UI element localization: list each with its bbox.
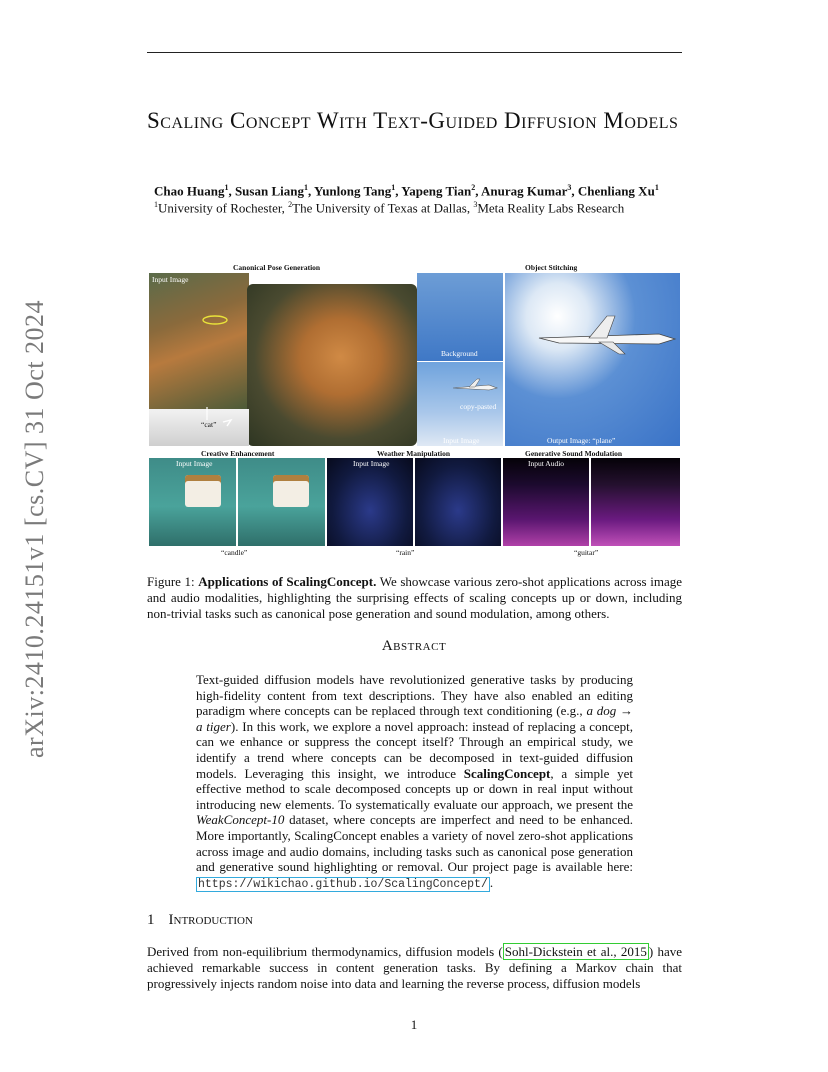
author: Chenliang Xu <box>577 183 655 199</box>
input-image-label: Input Image <box>152 275 189 284</box>
guitar-prompt: “guitar” <box>574 548 599 557</box>
top-rule <box>147 52 682 53</box>
section-title-object: Object Stitching <box>525 263 578 272</box>
page-number: 1 <box>410 1017 418 1032</box>
author: Susan Liang <box>234 183 304 199</box>
section-title-weather: Weather Manipulation <box>377 449 450 458</box>
section-title-creative: Creative Enhancement <box>201 449 275 458</box>
project-page-link[interactable]: https://wikichao.github.io/ScalingConcept/ <box>198 877 488 891</box>
plane-output-photo <box>505 273 680 446</box>
author-list: Chao Huang$^1$, Susan Liang$^1$, Yunlong Tang$^1$, Yapeng Tian$^2$, Anurag Kumar$^3$, Chenliang Xu$^1$ <box>154 183 659 199</box>
author: Yapeng Tian <box>401 183 472 199</box>
background-label: Background <box>441 349 478 358</box>
rain-prompt: “rain” <box>396 548 415 557</box>
figure-caption: Figure 1: Applications of ScalingConcept. We showcase various zero-shot applications across image and audio modalities, highlighting the surprising effects of scaling concepts up or down, including non-trivial tasks such as canonical pose generation and sound modulation, among others. <box>147 574 682 621</box>
candle-jar <box>185 475 221 507</box>
section-heading-introduction: 1 Introduction <box>147 912 253 928</box>
author: Anurag Kumar <box>481 183 568 199</box>
abstract-body: Text-guided diffusion models have revolutionized generative tasks by producing high-fidelity content from text descriptions. They have also enabled an editing paradigm where concepts can be replaced through text conditioning (e.g., a dog → a tiger). In this work, we explore a novel approach: instead of replacing a concept, can we enhance or suppress the concept itself? Through an empirical study, we identify a trend where concepts can be decomposed in text-guided diffusion models. Leveraging this insight, we introduce ScalingConcept, a simple yet effective method to scale decomposed concepts up or down in real input without introducing new elements. To systematically evaluate our approach, we present the WeakConcept-10 dataset, where concepts are imperfect and need to be enhanced. More importantly, ScalingConcept enables a variety of novel zero-shot applications across image and audio domains, including tasks such as canonical pose generation and generative sound highlighting or removal. Our project page is available here: https://wikichao.github.io/ScalingConcept/ . <box>196 672 633 891</box>
rain-input-photo <box>327 458 413 546</box>
rain-output-photo <box>415 458 501 546</box>
input-image-label-2: Input Image <box>443 436 480 445</box>
background-photo <box>417 273 503 361</box>
input-image-label-3: Input Image <box>176 459 213 468</box>
input-image-label-4: Input Image <box>353 459 390 468</box>
citation-link[interactable]: Sohl-Dickstein et al., 2015 <box>504 944 647 959</box>
candle-prompt: “candle” <box>221 548 248 557</box>
author: Yunlong Tang <box>314 183 392 199</box>
input-audio-label: Input Audio <box>528 459 565 468</box>
paper-title: Scaling Concept With Text-Guided Diffusion Models <box>147 108 679 133</box>
section-title-sound: Generative Sound Modulation <box>525 449 623 458</box>
affiliations: $^1$University of Rochester, $^2$The University of Texas at Dallas, $^3$Meta Reality Labs Research <box>154 200 625 216</box>
plane-icon <box>519 308 679 358</box>
figure-1 <box>149 262 680 557</box>
intro-paragraph: Derived from non-equilibrium thermodynamics, diffusion models ( Sohl-Dickstein et al., 2015 ) have achieved remarkable success in content generation tasks. By defining a Markov chain that progressively injects random noise into data and learning the reverse process, diffusion models <box>147 944 682 991</box>
author: Chao Huang <box>154 183 225 199</box>
candle-jar <box>273 475 309 507</box>
spectrogram-input <box>503 458 589 546</box>
output-image-label: Output Image: “plane” <box>547 436 616 445</box>
cat-prompt: “cat” <box>201 420 217 429</box>
small-plane-icon <box>449 376 499 396</box>
section-title-canonical: Canonical Pose Generation <box>233 263 321 272</box>
arxiv-identifier: arXiv:2410.24151v1 [cs.CV] 31 Oct 2024 <box>20 299 49 758</box>
copy-pasted-label: copy-pasted <box>460 402 497 411</box>
abstract-heading: Abstract <box>381 638 447 654</box>
spectrogram-output <box>591 458 680 546</box>
